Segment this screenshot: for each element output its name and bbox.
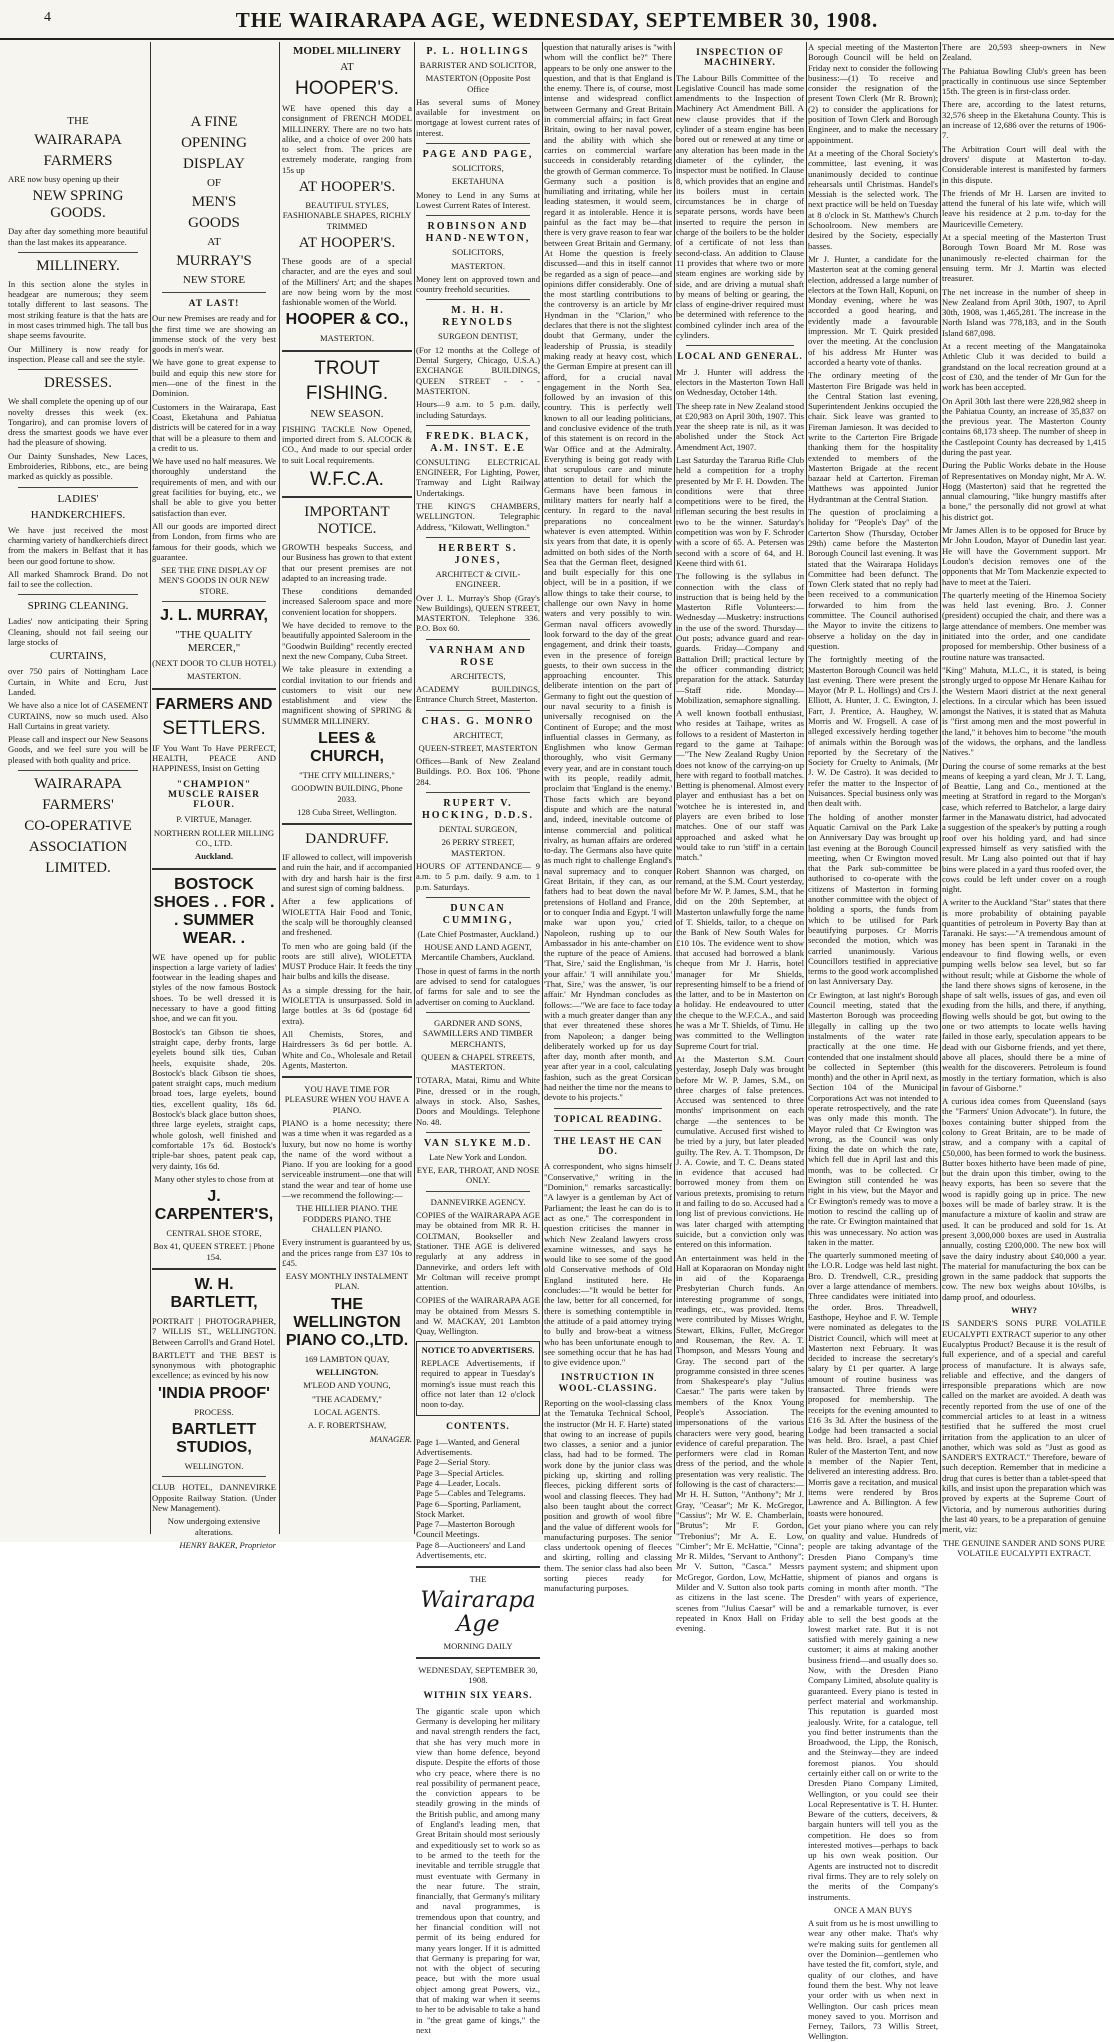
leader-heading: WITHIN SIX YEARS. (423, 1691, 533, 1702)
card-heading: ROBINSON AND HAND-NEWTON, (425, 221, 531, 245)
signature: FARMERS' (42, 796, 114, 813)
ad-heading: FARMERS AND (155, 695, 273, 713)
ad-text: EASY MONTHLY INSTALMENT PLAN. (285, 1271, 409, 1292)
ad-text: As a simple dressing for the hair, WIOLETTA is unsurpassed. Sold in large bottles at 3s 6d (postage 6d extra). (282, 984, 412, 1026)
news-item: A suit from us he is most unwilling to wear any other make. That's why we're making suits for gentlemen all over the Dominion—gentlemen who have tested the fit, comfort, style, and quality of our clothes, and have found them the best. Why not leave your order with us when next in Wellington. Our cash prices mean money saved to you. Morrison and Ferney, Tailors, 73 Willis Street, Wellington. (808, 1918, 938, 2042)
article-text: Reporting on the wool-classing class at the Tematuka Technical School, the instructor (Mr H. F. Harte) stated that owing to an increase of pupils two classes, a senior and a junior class, had had to be formed. The work done by the junior class was picking up, skirting and rolling fleeces, picking different sorts of wool and classing fleeces. They had also been taught about the correct position and growth of wool fibre and the value of different wools for manufacturing purposes. The senior class undertook opening of fleeces and skirting, rolling and classing them. The senior class had also been sorting pieces ready for manufacturing purposes. (544, 1398, 672, 1594)
ad-text: HENRY BAKER, Proprietor (179, 1539, 276, 1550)
news-item: The Pahiatua Bowling Club's green has been practically in continuous use since September 15th. The green is in first-class order. (942, 65, 1106, 97)
divider (282, 350, 412, 352)
ad-heading: IMPORTANT NOTICE. (304, 503, 390, 537)
card-heading: PAGE AND PAGE, (422, 149, 534, 161)
divider (416, 1566, 540, 1568)
ad-text: We take pleasure in extending a cordial invitation to our friends and customers to visit our new establishment and view the magnificent showing of SPRING & SUMMER MILLINERY. (282, 664, 412, 726)
contents-item: Page 5—Cables and Telegrams. (416, 1488, 526, 1499)
news-item: During the course of some remarks at the best means of keeping a yard clean, Mr J. T. Lang, of Beattie, Lang and Co., mentioned at the meeting at Stratford in regard to the Morgan's case, which referred to Batchelor, a large dairy farmer in the Manawatu district, had advocated a suggestion of the speaker's by putting a rough roof over his holding yard, and had since expressed himself as very satisfied with the result. Mr Lang also pointed out that if hay bins were placed in a yard thus roofed over, the cows could be left under cover on a rough night. (942, 760, 1106, 895)
divider (282, 1076, 412, 1078)
card-text: EYE, EAR, THROAT, AND NOSE ONLY. (416, 1165, 540, 1186)
ad-text: (NEXT DOOR TO CLUB HOTEL) (152, 658, 276, 669)
leader-text: question that naturally arises is "with whom will the conflict be?" There appears to be only one answer to the question, and that is that England is the enemy. There is, of course, most intense and widespread conflict between Germany and Great Britain in commercial affairs; in fact Great Britain, owing to her naval power, and the ability with which she carries on commercial warfare succeeds in considerably retarding the growth of German commerce. To Germany such a position is humiliating and irritating, while her leading statesmen, it would seem, regard it as intolerable. Hence it is painful as the fact may be—that there is very grave reason to fear war between Great Britain and Germany. At Home the question is freely discussed—and this in itself cannot be regarded as a sign of peace—and opinions differ considerably. One of the most startling contributions to the controversy is an article by Mr Hyndman in the "Clarion," who declares that there is not the slightest doubt that Germany, under the leadership of Prussia, is steadily making ready at heavy cost, which the German Empire at present can ill afford, for a crucial naval engagement in the North Sea, followed by an invasion of this country. This is perfectly well known to all our leading politicians, and conclusive evidence of the truth of this statement is on record in the War Office and at the Admiralty. Everything is being got ready with that scrupulous care and minute attention to detail for which the Germans have been famous in military matters for nearly half a century. In regard to the naval preparations no concealment whatever is even attempted. Within six years from that date, it is openly admitted on both sides of the North Sea that the German fleet, designed and built especially for this one object, will be in a position, if we allow things to take their course, to challenge our own Navy in home waters and very possibly to win. German naval officers avowedly look forward to the day of the great engagement, and drink their toasts, even in the presence of foreign guests, to their own success in the approaching encounter. This deliberate intention on the part of Germany to fight out the question of our naval security to a finish is universally recognised on the Continent of Europe; and the most influential classes in Germany, as Englishmen who know German thoroughly, who visit Germany every year, and are in constant touch with its people, readily admit, proclaim that 'England is the enemy.' Those facts which are beyond dispute and which are the natural and, indeed, inevitable outcome of intense commercial and political rivalry, as human affairs are ordered to-day. The Germans also have quite as much right to challenge England's naval supremacy and to conquer Great Britain, if they can, as our fathers had to beat down the naval pretensions of Holland and France, or to conquer India and Egypt. 'I will make war upon you,' cried Napoleon, rushing up to our Ambassador in his ante-chamber on the rupture of the peace of Amiens. 'That, Sire,' said the Englishman, 'is your affair.' 'I will annihilate you.' 'That, Sire,' was the answer, 'is our affair.' Mr Hyndman concludes as follows:—"We are face to face today with a much greater danger than any that ever threatened these shores from Napoleon; a danger being deliberately worked up for us day after day, month after month, and year after year in a cool, calculating fashion, such as the great Corsican had neither the time nor the means to devote to his projects." (544, 42, 672, 1103)
ad-heading: AT (340, 61, 354, 73)
card-text: ARCHITECT & CIVIL-ENGINEER. (435, 568, 521, 590)
divider (426, 1132, 530, 1133)
ad-heading: NEW STORE (182, 274, 246, 286)
ad-text: Now undergoing extensive alterations. (167, 1516, 261, 1537)
ad-text: Auckland. (195, 851, 233, 862)
divider (426, 1191, 530, 1192)
news-item: The quarterly summoned meeting of the I.O.R. Lodge was held last night. Bro. D. Trendwell, C.R., presiding over a large attendance of members. Three candidates were initiated into the order. Bros. Threadwell, Easthope, Heyhoe and F. W. Temple were nominated as delegates to the District Council, which will meet at Masterton next February. It was decided to increase the secretary's salary by £1 per quarter. A large amount of routine business was transacted. Three friends were proposed for membership. The receipts for the evening amounted to £16 3s 3d. After the business of the Lodge had been transacted a social was held. Bro. Israel, a past Chief Ruler of the Masterton Tent, and now a member of the Napier Tent, delivered an interesting address. Bro. Morris gave a recitation, and musical items were rendered by Bros Lawrence and A. Billington. A few toasts were honoured. (808, 1250, 938, 1518)
news-item: The holding of another monster Aquatic Carnival on the Park Lake on Anniversary Day was brought up last evening at the Borough Council meeting, when Cr Ewington moved that the Park sub-committee be authorised to co-operate with the citizens of Masterton in forming another committee with the object of holding a sports, the funds from which to be utilised for Park beautifying purposes. Cr Morris seconded the motion, which was carried unanimously. Various Councillors testified in appreciative terms to the good work accomplished on last Anniversary Day. (808, 811, 938, 987)
news-item: A curious idea comes from Queensland (says the "Farmers' Union Advocate"). In future, the boxes containing butter shipped from the colony to Great Britain, are to be made of straw, and a company with a capital of £50,000, has been formed to work the business. Butter boxes hitherto have been made of pine, but the drain upon this timber, owing to the heavy exports, has been so severe that the wood is rapidly going up in price. The new boxes will be made of barley straw. It is the manufacture a mixture of kaolin and straw are used. It can be produced and sold for 1s. At present 3,000,000 boxes are used in Australia annually, costing £200,000. The new box will save the dairy industry about £40,000 a year. The material for manufacturing the box can be grown in the same paddock that supports the cow. The new box weighs about 10½lbs, is damp proof, and odourless. (942, 1096, 1106, 1302)
divider (18, 487, 138, 488)
article-heading: THE LEAST HE CAN DO. (553, 1136, 663, 1158)
card-text: QUEEN-STREET, MASTERTON (418, 742, 538, 753)
section-heading: LADIES' (57, 492, 99, 505)
card-text: COPIES of the WAIRARAPA AGE may be obtained from MR R. H. COLTMAN, Bookseller and Stationer. THE AGE is delivered regularly at any address in Dannevirke, and orders left with Mr Coltman will receive prompt attention. (416, 1210, 540, 1293)
contents-item: Page 7—Masterton Borough Council Meetings. (416, 1519, 515, 1540)
ad-text: IF You Want To Have PERFECT, HEALTH, PEACE AND HAPPINESS, Insist on Getting (152, 742, 276, 774)
card-text: Money lent on approved town and country freehold securities. (416, 273, 540, 295)
ad-heading: TROUT (314, 357, 380, 379)
signature: LIMITED. (45, 859, 111, 876)
card-text: HOURS OF ATTENDANCE— 9 a.m. to 5 p.m. daily. 9 a.m. to 1 p.m. Saturdays. (416, 860, 540, 892)
ad-text: MASTERTON. (320, 333, 374, 344)
ad-text: CLUB HOTEL, DANNEVIRKE Opposite Railway Station. (Under New Management). (152, 1482, 276, 1513)
news-item: Get your piano where you can rely on quality and value. Hundreds of people are taking advantage of the Dresden Piano Company's time payment system; and shipment upon shipment of pianos and organs is coming in month after month. "The Dresden" with years of experience, and a remarkable turnover, is ever able to sell the best goods at the lowest market rate. But it is not satisfied with merely gaining a new customer; it aims at making another business friend—and usually does so. Now, with the Dresden Piano Company Limited, absolute quality is guaranteed. Every piano is tested in perfect material and workmanship. This reputation is guarded most jealously. Write, for a catalogue, tell you find better instruments than the Broadwood, the Lipp, the Ronisch, and the Steinway—they are indeed foremost pianos. You should certainly either call on or write to the Dresden Piano Company Limited, Wellington, or you could see their Local Representative is T. H. Hunter. Beware of the cutters, deceivers, & bargain hunters will tell you as the competition. He does so from interested motives—perhaps to back up his own weak position. Our Agents are instructed not to discredit rival firms. They are to rely solely on the merits of the Company's instruments. (808, 1520, 938, 1902)
card-text: Hours—9 a.m. to 5 p.m. daily, including Saturdays. (416, 399, 540, 420)
news-item: The sheep rate in New Zealand stood at £20,983 on April 30th, 1907. This year the sheep rate is nil, as it was abolished under the Stock Act Amendment Act, 1907. (676, 400, 804, 452)
ad-heading: WHY? (1011, 1305, 1037, 1316)
news-item: There are, according to the latest returns, 32,576 sheep in the Eketahuna County. This is an increase of 12,686 over the returns of 1906-7. (942, 99, 1106, 141)
news-item: The net increase in the number of sheep in New Zealand from April 30th, 1907, to April 30th, 1908, was 1,465,281. The increase in the North Island was 778,183, and in the South Island 687,098. (942, 286, 1106, 338)
divider (686, 345, 794, 346)
ad-text: 128 Cuba Street, Wellington. (297, 806, 397, 817)
card-heading: DUNCAN CUMMING, (442, 902, 514, 926)
article-text: The Labour Bills Committee of the Legislative Council has made some amendments to the Inspection of Machinery Act Amendment Bill. A new clause provides that if the cylinder of a steam engine has been bored out or renewed at any time or any alteration has been made in the diameter of the cylinder, the inspector must be notified. In Clause 8, which provides that an engine and its boilers must in certain circumstances be in charge of separate persons, words have been inserted to require the person in charge of the boilers to be the holder of a certificate of not less than second-class. An addition to Clause 11 provides that where two or more steam engines are working side by side, and are driving a mutual shaft by means of belting or gearing, the class of engine-driver required must be determined with reference to the combined cylinder inch area of the cylinders. (676, 72, 804, 341)
ad-text: All marked Shamrock Brand. Do not fail to see the collection. (8, 568, 148, 590)
ad-text: We have decided to remove to the beautifully appointed Saleroom in the "Goodwin Building" recently erected next the new Company, Cuba Street. (282, 620, 412, 661)
divider (282, 496, 412, 498)
card-text: BARRISTER AND SOLICITOR, (419, 60, 537, 70)
column-4-cards-and-leader (416, 42, 540, 2035)
ad-heading: THE (67, 115, 89, 127)
nameplate-label: MORNING DAILY (443, 1640, 513, 1651)
leader-text: The gigantic scale upon which Germany is developing her military and naval strength renders the fact, that she has very much more in view than home defence, beyond dispute. Despite the efforts of those who cry peace, where there is no real possibility of permanent peace, the conviction appears to be steadily growing in the minds of the British public, and among many of England's leading men, that Great Britain should most seriously and expeditiously set to work so as to be armed to the teeth for the inevitable and terrible struggle that must eventuate with Germany in the near future. The strain, financially, that Germany's military and naval programmes, is tremendous upon that country, and her financial condition will not permit of its being endured for many years longer. If it is admitted that Germany is preparing for war, not with the object of securing peace, but with the more usual object among great Powers, viz., that of making war when it seems to her to be advisable to take a hand in "the great game of kings," the next (416, 1705, 540, 2035)
article-heading: INSPECTION OF MACHINERY. (696, 48, 784, 69)
nameplate: Wairarapa Age (420, 1587, 536, 1637)
column-8-news (942, 42, 1106, 1558)
news-item: At a special meeting of the Masterton Trust Borough Town Board Mr M. Rose was unanimously re-elected chairman for the ensuing term. Mr J. Martin was elected treasurer. (942, 232, 1106, 284)
contents-item: Page 4—Leader, Locals. (416, 1477, 501, 1488)
ad-text: Our new Premises are ready and for the first time we are showing an immense stock of the very best goods in men's wear. (152, 313, 276, 355)
ad-text: We shall complete the opening up of our novelty dresses this week (ex. Tongariro), and can promise lovers of dress the smartest goods we have ever had the pleasure of showing. (8, 396, 148, 448)
card-heading: RUPERT V. HOCKING, D.D.S. (422, 798, 534, 822)
card-text: MASTERTON. (451, 260, 505, 271)
card-heading: P. L. HOLLINGS (426, 46, 530, 57)
card-text: (For 12 months at the College of Dental Surgery, Chicago, U.S.A.) EXCHANGE BUILDINGS, QUEEN STREET - - - MASTERTON. (416, 344, 540, 396)
ad-text: Our Millinery is now ready for inspection. Please call and see the style. (8, 343, 148, 364)
ad-heading: LEES & CHURCH, (310, 729, 384, 765)
news-item: The Arbitration Court will deal with the drovers' dispute at Masterton to-day. Considerable interest is manifested by farmers in this dispute. (942, 143, 1106, 185)
ad-text: over 750 pairs of Nottingham Lace Curtain, in White and Ecru, Just Landed. (8, 666, 148, 697)
ad-heading: W. H. BARTLETT, (170, 1276, 258, 1311)
card-text: QUEEN & CHAPEL STREETS, MASTERTON. (421, 1051, 535, 1073)
ad-text: After a few applications of WIOLETTA Hair Food and Tonic, the scalp will be thoroughly cleansed and freshened. (282, 896, 412, 938)
ad-subheading: "CHAMPION" MUSCLE RAISER FLOUR. (168, 779, 260, 811)
card-text: Offices—Bank of New Zealand Buildings. P.O. Box 106. 'Phone 284. (416, 756, 540, 787)
news-item: The question of proclaiming a holiday for "People's Day" of the Carterton Show (Thursday, October 29th) came before the Masterton Borough Council last evening. It was stated that the Wairarapa Holidays Committee had been defunct. The Town Clerk stated that no reply had been received to a communication forwarded to him from the committee. The Council authorised the Mayor to invite the citizens to observe a holiday on the day in question. (808, 507, 938, 651)
card-heading: VARNHAM AND ROSE (429, 644, 527, 668)
news-item: The fortnightly meeting of the Masterton Borough Council was held last evening. There were present the Mayor (Mr P. L. Hollings) and Crs J. Elliott, A. Hunter, J. C. Ewington, J. Farr, J. Prentice, A. Haughey, W. Morris and W. Frogsell. A case of alleged excessively herding together of animals within the Borough was reported by the Secretary of the Society for Cruelty to Animals, (Mr J. W. De Castro). It was decided to refer the matter to the Inspector of Nuisances. Special business only was then dealt with. (808, 654, 938, 809)
card-text: CONSULTING ELECTRICAL ENGINEER, For Lighting, Power, Tramway and Light Railway Undertakings. (416, 456, 540, 498)
ad-text: SEE THE FINE DISPLAY OF MEN'S GOODS IN OUR NEW STORE. (158, 565, 270, 596)
ad-heading: AT (207, 236, 221, 248)
ad-heading: AT HOOPER'S. (298, 179, 396, 196)
ad-text: WE have opened this day a consignment of FRENCH MODEL MILLINERY. There are no two hats alike, and a choice of over 200 hats to select from. The prices are extremely moderate, ranging from 15s up (282, 103, 412, 175)
column-1-wff-advert (8, 42, 148, 1534)
ad-text: We have used no half measures. We thoroughly understand the requirements of men, and with our great facilities for buying, etc., we shall be able to give you better satisfaction than ever. (152, 456, 276, 518)
news-item: Robert Shannon was charged, on remand, at the S.M. Court yesterday, before Mr W. P. James, S.M., that he did on the 20th September, at Masterton unlawfully forge the name of T. Shields, tailor, to a cheque on the Bank of New South Wales for £10 10s. The evidence went to show that accused had borrowed a blank cheque from Mr J. Harris, hotel manager for Mr Shields, representing himself to be a friend of the latter, and to be in Masterton on a holiday. He endeavoured to utter the cheque to the W.F.C.A., and said he was a Mr T. Shields, of Timu. He was committed to the Wellington Supreme Court for trial. (676, 865, 804, 1051)
card-text: EKETAHUNA (451, 176, 505, 187)
news-item: A special meeting of the Masterton Borough Council will be held on Friday next to consider the following business:—(1) To receive and consider the resignation of the present Town Clerk (Mr R. Brown); (2) to consider the applications for position of Town Clerk and Borough Engineer, and to make the necessary appointment. (808, 42, 938, 145)
column-rule (414, 42, 415, 1534)
ad-text: A. F. ROBERTSHAW, (307, 1420, 387, 1431)
news-heading: ONCE A MAN BUYS (833, 1904, 913, 1915)
ad-text: Customers in the Wairarapa, East Coast, Eketahuna and Pahiatua districts will be catered for in a way that will be a pleasure to them and a credit to us. (152, 401, 276, 453)
news-item: The following is the syllabus in connection with the class of instruction that is being held by the Masterton Rifle Volunteers:—Wednesday —Musketry: instructions in the use of the sword. Thursday—Out posts; advance guard and rear-guards. Friday—Company and Battalion Drill; practical lecture by the officer commanding district; preparation for the attack. Saturday—Staff ride. Monday—Mobilization, semaphore signalling. (676, 571, 804, 705)
ad-text: PIANO is a home necessity; there was a time when it was regarded as a luxury, but now no home is worthy the name of the word without a Piano. If you are looking for a good serviceable instrument—one that will stand the wear and tear of home use—we recommend the following:— (282, 1118, 412, 1201)
ad-heading: AT HOOPER'S. (298, 234, 396, 251)
contents-item: Page 2—Serial Story. (416, 1457, 491, 1468)
news-item: A writer to the Auckland "Star" states that there is more probability of obtaining payable quantities of petroleum in Poverty Bay than at Taranaki. He says:—"A tremendous amount of money has been spent in Taranaki in the endeavour to find flowing wells, or even pumping wells below sea level, but so far without result; while at Gisborne the whole of the land there shows signs of kerosene, in the shape of salt wells, issues of gas, and even oil exuding from the hills, and there, if anything, flowing wells should be got, but owing to the one or two attempts to locate wells having failed in those early, speculation appears to be dead with our Gisborne friends, and yet there, above all places, should there be a mine of wealth for the discoverers. Petroleum is found mostly in the tertiary formation, which is also in favour of Gisborne." (942, 897, 1106, 1093)
column-rule (150, 42, 151, 1534)
ad-text: IS SANDER'S SONS PURE VOLATILE EUCALYPTI EXTRACT superior to any other Eucalyptus Product? Because it is the result of full experience, and of a special and careful process of manufacture. It is always safe, reliable and effective, and the dangers of irresponsible preparations which are now called on the market are avoided. A death was recently reported from the use of one of the commercial articles to at least in a witness testified that he suffered the most cruel irritation from the application to an ulcer of another, which was sold as "Just as good as SANDER'S EXTRACT." Therefore, beware of such deception. Remember that in medicine a drug that cures is better than a tablet-speed that kills, and insist upon the preparation which was proved by experts at the Supreme Court of Victoria, and by numerous authorities during the last 40 years, to be a preparation of genuine merit, viz: (942, 1318, 1106, 1535)
card-text: ACADEMY BUILDINGS, Entrance Church Street, Masterton. (416, 683, 540, 705)
divider (416, 1657, 540, 1659)
ad-text: IF allowed to collect, will impoverish and ruin the hair, and if accompanied with dry and harsh hair is the first and surest sign of coming baldness. (282, 852, 412, 894)
card-text: Those in quest of farms in the north are advised to send for catalogues of farms for sale and to see the advertiser on coming to Auckland. (416, 965, 540, 1007)
column-rule (674, 42, 675, 1534)
ad-heading: 'INDIA PROOF' (158, 1384, 270, 1402)
notice-text: REPLACE Advertisements, if required to appear in Tuesday's morning's issue must reach this office not later than 12 o'clock noon to-day. (421, 1357, 535, 1410)
ad-text: Our Dainty Sunshades, New Laces, Embroideries, Ribbons, etc., are being marked as quickly as possible. (8, 450, 148, 482)
contents-heading: CONTENTS. (446, 1422, 510, 1433)
card-heading: VAN SLYKE M.D. (423, 1137, 533, 1149)
divider (426, 215, 530, 216)
article-heading: INSTRUCTION IN WOOL-CLASSING. (558, 1373, 658, 1394)
nameplate-label: THE (469, 1574, 487, 1585)
ad-heading: DISPLAY (183, 156, 245, 172)
news-item: A well known football enthusiast, who resides at Taihape, writes as follows to a resident of Masterton in regard to the game at Taihape:—"The New Zealand Rugby Union does not know of the carrying-on up here with regard to football matches. Betting is phenomenal. Almost every player and enthusiast has a bet on 'wotchee he is interested in, and players are even bribed to lose matches. One of our staff was approached and asked what he would take to run 'stiff' in a certain match." (676, 708, 804, 863)
news-item: On April 30th last there were 228,982 sheep in the Pahiatua County, an increase of 35,837 on the previous year. The Masterton County contains 68,173 sheep. The number of sheep in the Castlepoint County has decreased by 1,415 during the past year. (942, 395, 1106, 457)
ad-heading: NEW SPRING GOODS. (32, 188, 124, 222)
ad-heading: DANDRUFF. (305, 831, 389, 848)
news-item: Last Saturday the Tararua Rifle Club held a competition for a trophy presented by Mr F. H. Dowden. The conditions were that three competitions were to be fired, the rifleman securing the best results in two to be the winner. Saturday's competition was won by F. Schroder with a score of 65. A. Petersen was second with a score of 64, and H. Keene third with 61. (676, 454, 804, 568)
ad-text: BARTLETT and THE BEST is synonymous with photographic excellence; as evinced by his now (152, 1349, 276, 1381)
divider (426, 537, 530, 538)
divider (554, 1108, 662, 1109)
ad-subheading: "THE QUALITY MERCER," (175, 629, 253, 655)
column-rule (940, 42, 941, 1534)
card-heading: M. H. H. REYNOLDS (442, 305, 514, 329)
card-text: Late New York and London. (429, 1151, 527, 1162)
card-text: SURGEON DENTIST, (437, 331, 519, 342)
contents-item: Page 1—Wanted, and General Advertisements. (416, 1436, 520, 1458)
ad-text: THE HILLIER PIANO. THE FODDERS PIANO. THE CHALLEN PIANO. (296, 1203, 398, 1234)
section-heading: HANDKERCHIEFS. (30, 508, 126, 521)
card-text: COPIES of the WAIRARAPA AGE may be obtained from Messrs S. and W. MACKAY, 201 Lambton Quay, Wellington. (416, 1295, 540, 1337)
divider (426, 639, 530, 640)
ad-heading: BARTLETT STUDIOS, (171, 1421, 257, 1457)
ad-text: BEAUTIFUL STYLES, FASHIONABLE SHAPES, RICHLY TRIMMED (282, 200, 412, 231)
ad-text: P. VIRTUE, Manager. (176, 814, 252, 825)
section-heading: SPRING CLEANING. (27, 600, 129, 613)
ad-text: All Chemists, Stores, and Hairdressers 3s 6d per bottle. A. White and Co., Wholesale and Retail Agents, Masterton. (282, 1028, 412, 1070)
divider (162, 1476, 266, 1477)
contents-list (416, 1437, 540, 1561)
divider (152, 688, 276, 690)
card-heading: CHAS. G. MONRO (421, 715, 535, 727)
ad-text: These conditions demanded increased Saleroom space and more convenient location for shoppers. (282, 586, 412, 617)
ad-text: NORTHERN ROLLER MILLING CO., LTD. (153, 827, 275, 848)
newspaper-title: THE WAIRARAPA AGE, WEDNESDAY, SEPTEMBER 30, 1908. (235, 8, 879, 32)
ad-text: LOCAL AGENTS. (313, 1406, 381, 1417)
divider (426, 897, 530, 898)
section-heading: DRESSES. (44, 375, 112, 392)
ad-text: GROWTH bespeaks Success, and our Business has grown to that extent that our present premises are not adapted to an increasing trade. (282, 541, 412, 583)
ad-text: ARE now busy opening up their (8, 174, 119, 184)
ad-text: These goods are of a special character, and are the eyes and soul of the Milliners' Art; and the shapes are now being worn by the most fashionable women of the World. (282, 255, 412, 308)
divider (162, 601, 266, 602)
ad-text: Many other styles to chose from at (154, 1173, 274, 1184)
news-item: Mr J. Hunter will address the electors in the Masterton Town Hall on Wednesday, October 14th. (676, 366, 804, 398)
card-text: Has several sums of Money available for investment on mortgage at lowest current rates of interest. (416, 96, 540, 138)
column-rule (542, 42, 543, 1534)
card-text: DENTAL SURGEON, (438, 824, 518, 835)
ad-text: We have gone to great expense to build and equip this new store for men—one of the finest in the Dominion. (152, 357, 276, 399)
divider (426, 299, 530, 300)
ad-text: WE have opened up for public inspection a large variety of ladies' footwear in the leading shapes and styles of the now famous Bostock shoes. To be well dressed it is necessary to have a good fitting shoe, and we can fit you. (152, 951, 276, 1024)
divider (152, 868, 276, 870)
ad-text: "THE CITY MILLINERS," (299, 769, 395, 780)
card-text: Money to Lend in any Sums at Lowest Current Rates of Interest. (416, 189, 540, 210)
ad-heading: THE WELLINGTON PIANO CO.,LTD. (285, 1295, 409, 1349)
ad-heading: J. L. MURRAY, (160, 607, 268, 625)
ad-heading: WAIRARAPA (34, 132, 122, 148)
card-text: SOLICITORS, (452, 247, 504, 258)
divider (426, 425, 530, 426)
divider (426, 1012, 530, 1013)
article-text: A correspondent, who signs himself "Conservative," writing in the "Dominion," remarks sarcastically: "A lawyer is a gentleman by Act of Parliament; the least he can do is to act as one." The correspondent in question criticises the manner in which New Zealand lawyers cross examine witnesses, and says he would like to see some of the good old Conservative methods of Old England instituted here. He concludes:—"It would be better for the law, better for all concerned, for there is something contemptible in the attitude of a paid attorney trying to bully and brow-beat a witness who has been unfortunate enough to see something occur that he has had to give evidence upon." (544, 1161, 672, 1368)
ad-heading: A FINE (190, 114, 238, 130)
news-item: There are 20,593 sheep-owners in New Zealand. (942, 42, 1106, 63)
masthead (0, 0, 1114, 40)
card-text: 26 PERRY STREET, MASTERTON. (441, 837, 515, 858)
card-heading: DANNEVIRKE AGENCY. (430, 1196, 526, 1207)
ad-text: We have also a nice lot of CASEMENT CURTAINS, now so much used. Also Hall Curtains in great variety. (8, 700, 148, 731)
ad-text: Every instrument is guaranteed by us, and the prices range from £37 10s to £45. (282, 1237, 412, 1268)
ad-subheading: YOU HAVE TIME FOR PLEASURE WHEN YOU HAVE A PIANO. (284, 1084, 410, 1115)
column-5-leader-continued (544, 42, 672, 1594)
notice-box (416, 1341, 540, 1417)
contents-item: Page 6—Sporting, Parliament, Stock Market. (416, 1498, 522, 1519)
card-text: ARCHITECTS, (450, 670, 506, 681)
section-heading: LOCAL AND GENERAL. (677, 352, 803, 363)
ad-text: WELLINGTON. (184, 1461, 244, 1472)
ad-text: Bostock's tan Gibson tie shoes, straight cape, derby fronts, large eyelets bound silk ties, Cuban heels, exquisite shade, 20s. Bostock's black Gibson tie shoes, patent straight caps, much medium broad toes, large eyelets, bound ties, excellent quality, 18s 6d. Bostock's black glace button shoes, three large eyelets, straight caps, whole golosh, well finished and comfortable 17s 6d. Bostock's triple-bar shoes, patent peak cap, very dainty, 16s 6d. (152, 1026, 276, 1171)
section-heading: CURTAINS, (49, 650, 107, 663)
news-item: An entertainment was held in the Hall at Koparaoran on Monday night in aid of the Koparaenga Presbyterian Church funds. An interesting programme of songs, readings, etc., was provided. Items were contributed by Misses Wright, Stewart, Elkins, Fuller, McGregor and Rouseman, the Rev. A. T. Thompson, and Messrs Young and Gray. The second part of the programme consisted in three scenes from Shakespeare's play "Julius Caesar." The parts were taken by members of the Knox Young People's Association. The impersonations of the various characters were very good, bearing evidence of careful preparation. The performers were clad in Roman dress of the period, and the whole presentation was very realistic. The following is the cast of characters:—Mr H. H. Sutton, "Anthony"; Mr J. Gray, "Ceasar"; Mr K. McGregor, "Cassius"; Mr W. E. Chamberlain, "Brutus"; Mr F. Gordon, "Trebonius"; Mr A. E. Low, "Cimber"; Mr E. McHattie, "Cinna"; Mr R. Mildes, "Servant to Anthony"; Mr V. Sutton, "Casca." Messrs McGregor, Gordon, Low, McHattie, Milder and V. Sutton also took parts as citizens in the last scene. The scenes from "Julius Caesar" will be repeated in Knox Hall on Friday evening. (676, 1252, 804, 1634)
ad-text: THE GENUINE SANDER AND SONS PURE VOLATILE EUCALYPTI EXTRACT. (942, 1537, 1106, 1558)
section-heading: TOPICAL READING. (553, 1114, 663, 1125)
card-text: ARCHITECT, (453, 729, 503, 740)
news-item: During the Public Works debate in the House of Representatives on Monday night, Mr A. W. Hogg (Masterton) said that he regretted the annual clamouring, "like hungry mastiffs after a bone," the personally did not growl at what his district got. (942, 460, 1106, 522)
ad-heading: FISHING. (305, 382, 389, 404)
ad-heading: HOOPER & CO., (285, 311, 409, 329)
signature: CO-OPERATIVE (24, 817, 132, 834)
ad-text: Day after day something more beautiful than the last makes its appearance. (8, 226, 148, 247)
ad-text: In this section alone the styles in headgear are numerous; they seem totally different to last seasons. The most striking feature is that the hats are in most cases trimmed high. The tall bus shape seems favourite. (8, 278, 148, 341)
card-text: THE KING'S CHAMBERS, WELLINGTON. Telegraphic Address, "Kilowatt, Wellington." (416, 501, 540, 532)
news-item: Cr Ewington, at last night's Borough Council meeting, stated that the Masterton Borough was proceeding illegally in calling up the two instalments of the water rate practically at the one time. He contended that one instalment should be collected in September (this month) and the other in April next, as Section 104 of the Municipal Corporations Act was not intended to operate retrospectively, and the rate was only made this month. The Mayor ruled that Cr Ewington was wrong, as the Council was only fixing the date on which the rate, which fell due in April last and this month, was to be collected. Cr Ewington still contended he was right in his view, but the Mayor and Cr Ewington's remedy was to move a motion to rescind the calling up of the rate. Cr Ewington maintained that this was unnecessary. No action was taken in the matter. (808, 989, 938, 1247)
divider (152, 1268, 276, 1270)
ad-heading: SETTLERS. (162, 717, 266, 739)
ad-heading: BOSTOCK SHOES . . FOR . . SUMMER WEAR. . (153, 875, 275, 947)
ad-text: GOODWIN BUILDING, Phone 2033. (291, 783, 403, 804)
card-text: TOTARA, Matai, Rimu and White Pine, dressed or in the rough, always in stock. Also, Sashes, Doors and Mouldings. Telephone No. 48. (416, 1075, 540, 1127)
divider (554, 1130, 662, 1131)
column-3-adverts (282, 42, 412, 1534)
section-heading: MILLINERY. (36, 257, 120, 274)
ad-text: M'LEOD AND YOUNG, (303, 1380, 391, 1391)
ad-text: CENTRAL SHOE STORE, (166, 1228, 262, 1239)
ad-heading: W.F.C.A. (310, 468, 384, 490)
ad-text: MANAGER. (369, 1433, 412, 1444)
ad-subheading: AT LAST! (188, 299, 240, 309)
signature: ASSOCIATION (28, 838, 128, 855)
contents-item: Page 3—Special Articles. (416, 1467, 505, 1478)
news-item: The ordinary meeting of the Masterton Fire Brigade was held in the Central Station last evening, Superintendent Jenkins occupied the chair. Sick leave was granted to Fireman Jamieson. It was decided to write to the Carterton Fire Brigade thanking them for the hospitality extended to members of the Masterton Brigade at the recent bazaar held at Carterton. Fireman Matthews was appointed Junior Hydrantman at the Central Station. (808, 370, 938, 504)
divider (18, 252, 138, 253)
column-2-adverts (152, 42, 276, 1550)
card-heading: GARDNER AND SONS, SAWMILLERS AND TIMBER MERCHANTS, (423, 1017, 533, 1049)
page-number: 4 (44, 10, 51, 25)
ad-heading: OF (206, 177, 222, 189)
card-heading: FREDK. BLACK, A.M. INST. E.E (425, 430, 531, 454)
divider (18, 594, 138, 595)
column-7-news (808, 42, 938, 2042)
ad-heading: MEN'S (191, 194, 237, 210)
news-item: At the Masterton S.M. Court yesterday, Joseph Daly was brought before Mr W. P. James, S.M., on three charges of false pretences. Accused was sentenced to three months' imprisonment on each charge —the sentences to be cumulative. Accused first wished to be tried by a jury, but later pleaded guilty. The Rev. A. T. Thompson, Dr J. A. Cowie, and T. C. Deans stated in evidence that accused had borrowed money from them on various pretexts, promising to return it and failing to do so. Accused had a long list of previous convictions. He was later charged with attempting suicide, but a conviction only was entered on this information. (676, 1053, 804, 1250)
ad-text: All our goods are imported direct from London, from firms who are famous for their goods, which we guarantee. (152, 520, 276, 562)
divider (426, 792, 530, 793)
notice-heading: NOTICE TO ADVERTISERS. (421, 1344, 535, 1355)
news-item: The friends of Mr H. Larsen are invited to attend the funeral of his late wife, which will leave his residence at 2 p.m. to-day for the Mauriceville Cemetery. (942, 187, 1106, 229)
ad-heading: GOODS (188, 215, 240, 231)
divider (426, 710, 530, 711)
divider (426, 143, 530, 144)
column-rule (806, 42, 807, 1534)
ad-heading: FARMERS (43, 153, 113, 169)
card-heading: HERBERT S. JONES, (438, 542, 518, 566)
ad-text: Ladies' now anticipating their Spring Cleaning, should not fail seeing our large stocks of (8, 616, 148, 648)
news-item: "King" Mahuta, M.L.C., it is stated, is being strongly urged to oppose Mr Henare Kaihau for the Western Maori district at the next general elections. In a circular which has been issued amongst the Natives, it is stated that as Mahuta is "first among men and the most powerful in the land," it behoves him to become "the mouth of the widows, the orphans, and the landless Natives." (942, 664, 1106, 758)
ad-heading: J. CARPENTER'S, (154, 1188, 274, 1224)
card-text: Over J. L. Murray's Shop (Gray's New Buildings), QUEEN STREET, MASTERTON. Telephone 336. P.O. Box 60. (416, 592, 540, 634)
leader-date: WEDNESDAY, SEPTEMBER 30, 1908. (418, 1664, 538, 1686)
news-item: Mr James Allen is to be opposed for Bruce by Mr John Loudon, Mayor of Dunedin last year. He will have the Government support. Mr Loudon's decision removes one of the opponents that Mr Tom Mackenzie expected to have to meet at the Taieri. (942, 525, 1106, 587)
ad-heading: MODEL MILLINERY (292, 45, 402, 57)
card-text: HOUSE AND LAND AGENT, Mercantile Chambers, Auckland. (421, 942, 535, 963)
column-rule (279, 42, 280, 1534)
news-item: The quarterly meeting of the Hinemoa Society was held last evening. Bro. J. Conner (president) occupied the chair, and there was a large attendance of members. One member was initiated into the order, and one candidate proposed for membership. Other business of a routine nature was transacted. (942, 589, 1106, 662)
ad-text: We have just received the most charming variety of handkerchiefs direct from the makers in Belfast that it has been our good fortune to show. (8, 524, 148, 566)
column-6-local-general (676, 42, 804, 1634)
divider (282, 823, 412, 825)
card-text: MASTERTON (Opposite Post Office (425, 73, 531, 94)
ad-heading: HOOPER'S. (295, 78, 399, 99)
card-text: SOLICITORS, (452, 163, 504, 174)
ad-heading: MURRAY'S (176, 253, 252, 269)
contents-item: Page 8—Auctioneers' and Land Advertisements, etc. (416, 1539, 526, 1560)
ad-text: Please call and inspect our New Seasons Goods, and we feel sure you will be pleased with both quality and price. (8, 734, 148, 765)
ad-text: "THE ACADEMY," (312, 1393, 382, 1404)
ad-text: PORTRAIT | PHOTOGRAPHER, 7 WILLIS ST., WELLINGTON. Between Carroll's and Grand Hotel. (152, 1316, 276, 1347)
news-item: At a meeting of the Choral Society's committee, last evening, it was unanimously decided to continue rehearsals until Christmas. Handel's Messiah is the selected work. The next practice will be held on Tuesday at 8 o'clock in St. Matthew's Church Schoolroom. New members are desired by the Society, especially basses. (808, 147, 938, 251)
ad-text: 169 LAMBTON QUAY, (304, 1353, 390, 1364)
news-item: At a recent meeting of the Mangatainoka Athletic Club it was decided to build a grandstand on the local recreation ground at a cost of £30, and the tender of Mr Gun for the work has been accepted. (942, 341, 1106, 393)
ad-subheading: NEW SEASON. (310, 407, 384, 420)
ad-text: PROCESS. (194, 1406, 234, 1417)
ad-text: To men who are going bald (if the roots are still alive), WIOLETTA MUST Produce Hair. It feeds the tiny hair bulbs and kills the disease. (282, 940, 412, 982)
ad-text: Box 41, QUEEN STREET. | Phone 154. (153, 1241, 275, 1262)
ad-text: MASTERTON. (187, 671, 241, 682)
ad-heading: OPENING (181, 135, 247, 151)
ad-text: WELLINGTON. (315, 1367, 379, 1378)
divider (18, 770, 138, 771)
signature: WAIRARAPA (34, 775, 122, 792)
divider (18, 369, 138, 370)
divider (162, 292, 266, 293)
news-item: Mr J. Hunter, a candidate for the Masterton seat at the coming general election, addressed a large number of electors at the Town Hall, Kopuni, on Monday evening, where he was accorded a good hearing, and evidently made a favourable impression. Mr T. Quirk presided over the meeting. At the conclusion of his address Mr Hunter was accorded a hearty vote of thanks. (808, 253, 938, 367)
ad-text: FISHING TACKLE Now Opened, imported direct from S. ALCOCK & CO., And made to our special order to suit Local requirements. (282, 423, 412, 465)
card-text: (Late Chief Postmaster, Auckland.) (417, 928, 539, 939)
